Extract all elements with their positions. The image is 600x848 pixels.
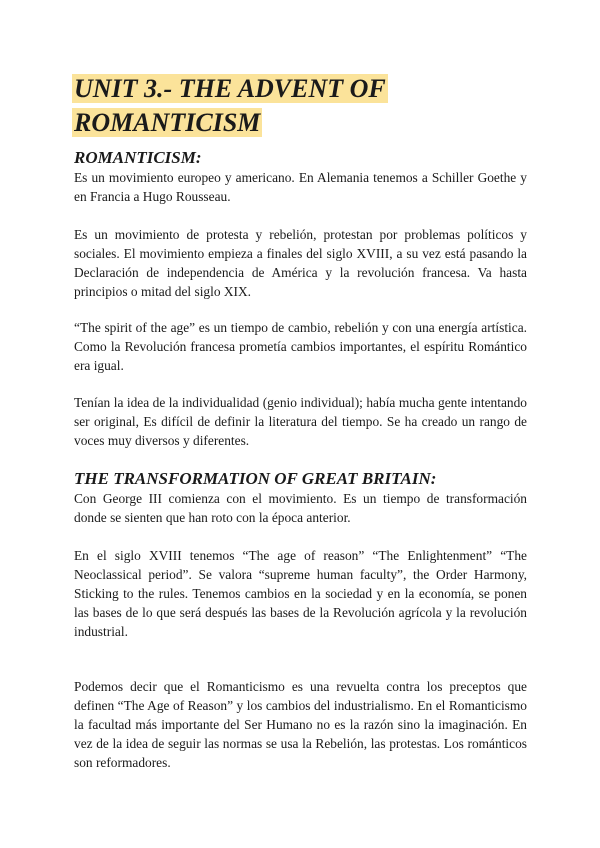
paragraph: Es un movimiento de protesta y rebelión, protestan por problemas políticos y sociales. El movimiento empieza a finales del siglo XVIII, a su vez está pasando la Declaración de independencia de América y la revolución francesa. Va hasta principios o mitad del siglo XIX. — [74, 227, 527, 299]
paragraph: Es un movimiento europeo y americano. En Alemania tenemos a Schiller Goethe y en Francia a Hugo Rousseau. — [74, 170, 527, 204]
paragraph: Podemos decir que el Romanticismo es una revuelta contra los preceptos que definen “The Age of Reason” y los cambios del industrialismo. En el Romanticismo la facultad más importante del Ser Humano no es la razón sino la imaginación. En vez de la idea de seguir las normas se usa la Rebelión, las protestas. Los románticos son reformadores. — [74, 679, 527, 770]
section-heading-romanticism: ROMANTICISM: — [74, 148, 202, 167]
page-title — [72, 72, 532, 140]
paragraph: “The spirit of the age” es un tiempo de cambio, rebelión y con una energía artística. Como la Revolución francesa prometía cambios importantes, el espíritu Romántico era igual. — [74, 320, 527, 373]
paragraph: En el siglo XVIII tenemos “The age of reason” “The Enlightenment” “The Neoclassical period”. Se valora “supreme human faculty”, the Order Harmony, Sticking to the rules. Tenemos cambios en la sociedad y en la economía, se ponen las bases de lo que será después las bases de la Revolución agrícola y la revolución industrial. — [74, 548, 527, 639]
title-highlight: UNIT 3.- THE ADVENT OF ROMANTICISM — [74, 74, 386, 137]
section-heading-transformation: THE TRANSFORMATION OF GREAT BRITAIN: — [74, 469, 437, 488]
paragraph: Con George III comienza con el movimiento. Es un tiempo de transformación donde se sienten que han roto con la época anterior. — [74, 491, 527, 525]
paragraph: Tenían la idea de la individualidad (genio individual); había mucha gente intentando ser original, Es difícil de definir la literatura del tiempo. Se ha creado un rango de voces muy diversos y diferentes. — [74, 395, 527, 448]
